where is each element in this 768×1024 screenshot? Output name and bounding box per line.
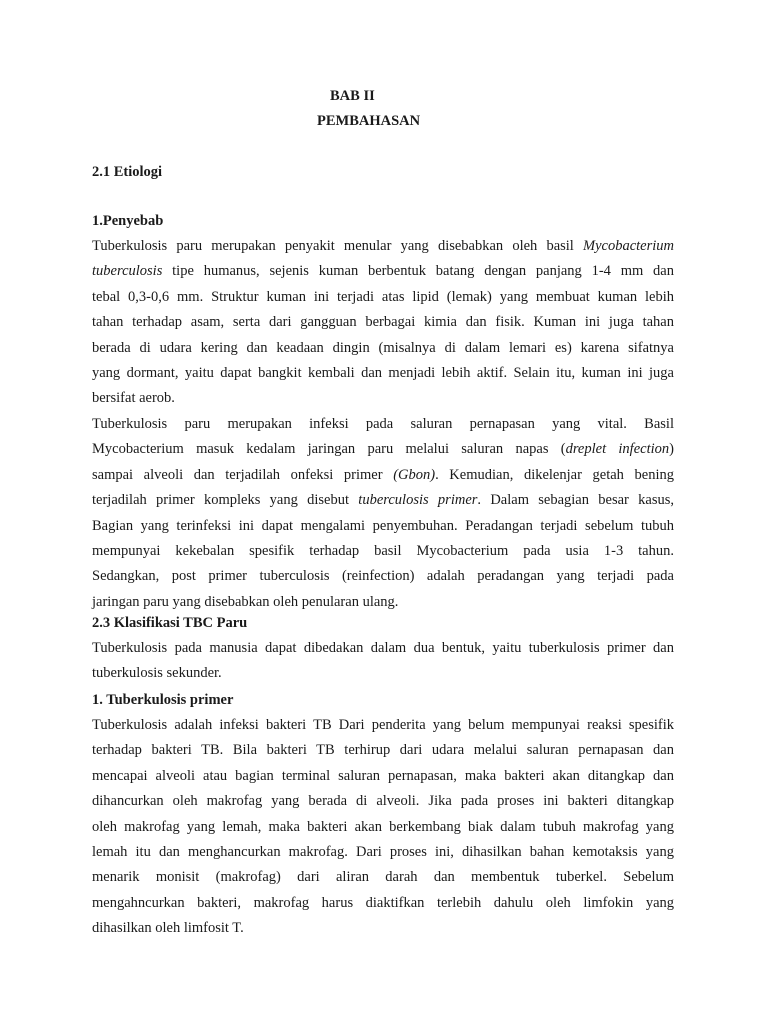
text-run: Tuberkulosis pada manusia dapat dibedakan dalam dua bentuk, yaitu tuberkulosis primer dan xyxy=(92,640,674,656)
italic-term: tuberculosis xyxy=(92,263,163,280)
text-line xyxy=(92,412,674,437)
italic-term: tuberculosis primer xyxy=(358,492,478,509)
text-run: . Dalam sebagian besar kasus, xyxy=(477,492,674,509)
text-run: jaringan paru yang disebabkan oleh penularan ulang. xyxy=(92,593,399,610)
text-run: mempunyai kekebalan spesifik terhadap basil Mycobacterium pada usia 1-3 tahun. xyxy=(92,542,674,559)
section-heading-klasifikasi: 2.3 Klasifikasi TBC Paru xyxy=(92,615,248,631)
text-line xyxy=(92,713,674,738)
text-line xyxy=(92,488,674,513)
text-run: Sedangkan, post primer tuberculosis (reinfection) adalah peradangan yang terjadi pada xyxy=(92,568,674,585)
text-run: tebal 0,3-0,6 mm. Struktur kuman ini terjadi atas lipid (lemak) yang membuat kuman lebih xyxy=(92,288,674,305)
paragraph-infection xyxy=(92,412,674,615)
text-run: mengahncurkan bakteri, makrofag harus diaktifkan terlebih dahulu oleh limfokin yang xyxy=(92,894,674,911)
text-run: dihancurkan oleh makrofag yang berada di alveoli. Jika pada proses ini bakteri ditangkap xyxy=(92,793,674,810)
subsection-heading-primer: 1. Tuberkulosis primer xyxy=(92,692,234,708)
text-run: lemah itu dan menghancurkan makrofag. Dari proses ini, dihasilkan bahan kemotaksis yang xyxy=(92,843,674,860)
text-line xyxy=(92,661,674,686)
text-line xyxy=(92,285,674,310)
text-run: tuberkulosis sekunder. xyxy=(92,665,222,682)
text-run: Bagian yang terinfeksi ini dapat mengalami penyembuhan. Peradangan terjadi sebelum tubuh xyxy=(92,517,674,534)
italic-term: dreplet infection xyxy=(565,441,670,458)
text-run: berada di udara kering dan keadaan dingin (misalnya di dalam lemari es) karena sifatnya xyxy=(92,339,674,356)
italic-term: (Gbon) xyxy=(393,466,436,483)
text-line xyxy=(92,234,674,259)
text-run: . Kemudian, dikelenjar getah bening xyxy=(435,466,674,483)
paragraph-classification xyxy=(92,636,674,687)
text-line xyxy=(92,310,674,335)
text-run: Tuberkulosis paru merupakan penyakit menular yang disebabkan oleh basil xyxy=(92,238,583,254)
text-line xyxy=(92,514,674,539)
text-run: terhadap bakteri TB. Bila bakteri TB terhirup dari udara melalui saluran pernapasan dan xyxy=(92,742,674,759)
text-run: oleh makrofag yang lemah, maka bakteri akan berkembang biak dalam tubuh makrofag yang xyxy=(92,818,674,835)
subsection-heading-penyebab: 1.Penyebab xyxy=(92,213,164,229)
text-run: sampai alveoli dan terjadilah onfeksi primer xyxy=(92,466,394,483)
text-line xyxy=(92,840,674,865)
section-heading-etiologi: 2.1 Etiologi xyxy=(92,164,163,180)
text-run: mencapai alveoli atau bagian terminal saluran pernapasan, maka bakteri akan ditangkap dan xyxy=(92,767,674,784)
text-run: tahan terhadap asam, serta dari gangguan berbagai kimia dan fisik. Kuman ini juga tahan xyxy=(92,314,674,331)
text-line xyxy=(92,590,674,615)
text-line xyxy=(92,891,674,916)
text-run: menarik monisit (makrofag) dari aliran darah dan membentuk tuberkel. Sebelum xyxy=(92,869,674,886)
text-line xyxy=(92,564,674,589)
text-run: Tuberkulosis adalah infeksi bakteri TB Dari penderita yang belum mempunyai reaksi spesifik xyxy=(92,717,674,733)
text-line xyxy=(92,361,674,386)
chapter-number: BAB II xyxy=(330,88,375,104)
text-line xyxy=(92,789,674,814)
text-run: ) xyxy=(669,441,674,458)
text-line xyxy=(92,916,674,941)
text-line xyxy=(92,815,674,840)
text-line xyxy=(92,738,674,763)
text-line xyxy=(92,764,674,789)
text-run: terjadilah primer kompleks yang disebut xyxy=(92,492,359,509)
text-run: Mycobacterium masuk kedalam jaringan paru melalui saluran napas ( xyxy=(92,441,566,458)
text-run: Tuberkulosis paru merupakan infeksi pada saluran pernapasan yang vital. Basil xyxy=(92,416,674,432)
paragraph-cause xyxy=(92,234,674,412)
text-line xyxy=(92,437,674,462)
text-line xyxy=(92,259,674,284)
text-run: bersifat aerob. xyxy=(92,390,175,407)
text-line xyxy=(92,539,674,564)
text-line xyxy=(92,386,674,411)
chapter-title: PEMBAHASAN xyxy=(317,113,421,129)
text-run: dihasilkan oleh limfosit T. xyxy=(92,920,244,937)
text-run: tipe humanus, sejenis kuman berbentuk batang dengan panjang 1-4 mm dan xyxy=(162,263,674,280)
text-run: yang dormant, yaitu dapat bangkit kembali dan menjadi lebih aktif. Selain itu, kuman ini juga xyxy=(92,364,674,381)
text-line xyxy=(92,865,674,890)
italic-term: Mycobacterium xyxy=(583,238,674,254)
text-line xyxy=(92,463,674,488)
text-line xyxy=(92,636,674,661)
text-line xyxy=(92,336,674,361)
paragraph-primary xyxy=(92,713,674,942)
